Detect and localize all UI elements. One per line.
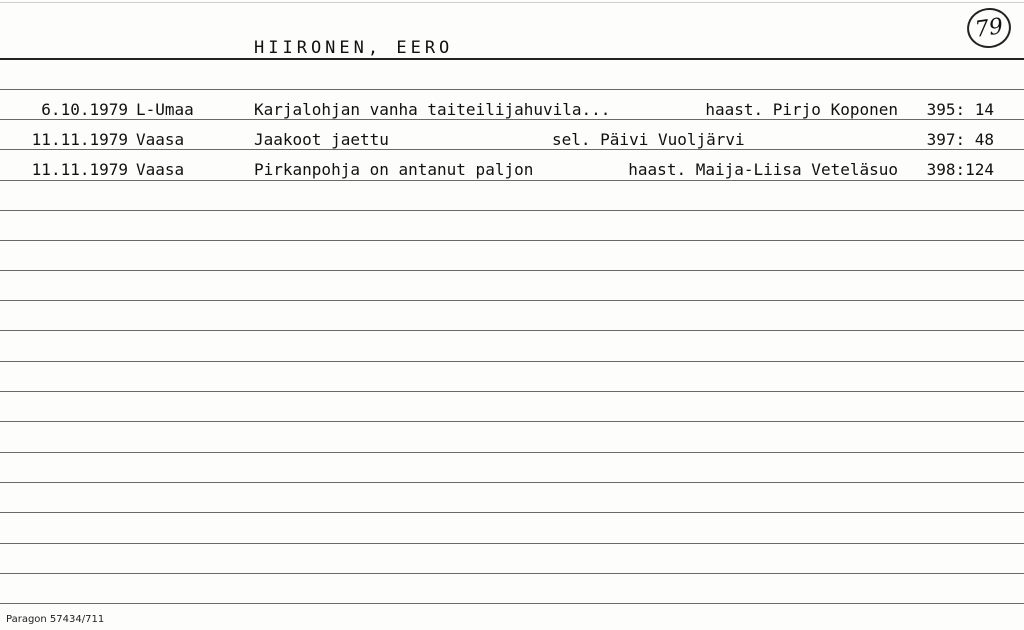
entry-place: Vaasa <box>136 130 185 149</box>
entry-date: 11.11.1979 <box>31 130 128 149</box>
ruled-line <box>0 210 1024 211</box>
entry-place: L-Umaa <box>136 100 194 119</box>
entry-title: Pirkanpohja on antanut paljon <box>254 160 534 179</box>
ruled-line <box>0 512 1024 513</box>
ruled-line <box>0 119 1024 120</box>
header-rule <box>0 58 1024 60</box>
ruled-line <box>0 452 1024 453</box>
ruled-line <box>0 89 1024 90</box>
card-top-edge <box>0 2 1024 3</box>
ruled-line <box>0 240 1024 241</box>
ruled-line <box>0 421 1024 422</box>
circled-card-number: 79 <box>964 5 1013 51</box>
ruled-line <box>0 300 1024 301</box>
ruled-line <box>0 482 1024 483</box>
entry-title: Karjalohjan vanha taiteilijahuvila... <box>254 100 611 119</box>
ruled-line <box>0 149 1024 150</box>
entry-reference: 395: 14 <box>926 100 994 119</box>
ruled-line <box>0 330 1024 331</box>
entry-credit: haast. Pirjo Koponen <box>705 100 898 119</box>
entry-title: Jaakoot jaettu <box>254 130 389 149</box>
entry-credit: sel. Päivi Vuoljärvi <box>552 130 745 149</box>
entry-date: 6.10.1979 <box>41 100 128 119</box>
entry-reference: 397: 48 <box>926 130 994 149</box>
ruled-line <box>0 573 1024 574</box>
entry-place: Vaasa <box>136 160 185 179</box>
card-title: HIIRONEN, EERO <box>254 38 454 58</box>
ruled-line <box>0 391 1024 392</box>
ruled-line <box>0 270 1024 271</box>
entry-credit: haast. Maija-Liisa Veteläsuo <box>628 160 898 179</box>
ruled-line <box>0 361 1024 362</box>
entry-row <box>0 160 1024 182</box>
ruled-line <box>0 603 1024 604</box>
entry-reference: 398:124 <box>926 160 994 179</box>
printer-imprint: Paragon 57434/711 <box>6 614 105 625</box>
ruled-line <box>0 543 1024 544</box>
entry-date: 11.11.1979 <box>31 160 128 179</box>
ruled-line <box>0 180 1024 181</box>
